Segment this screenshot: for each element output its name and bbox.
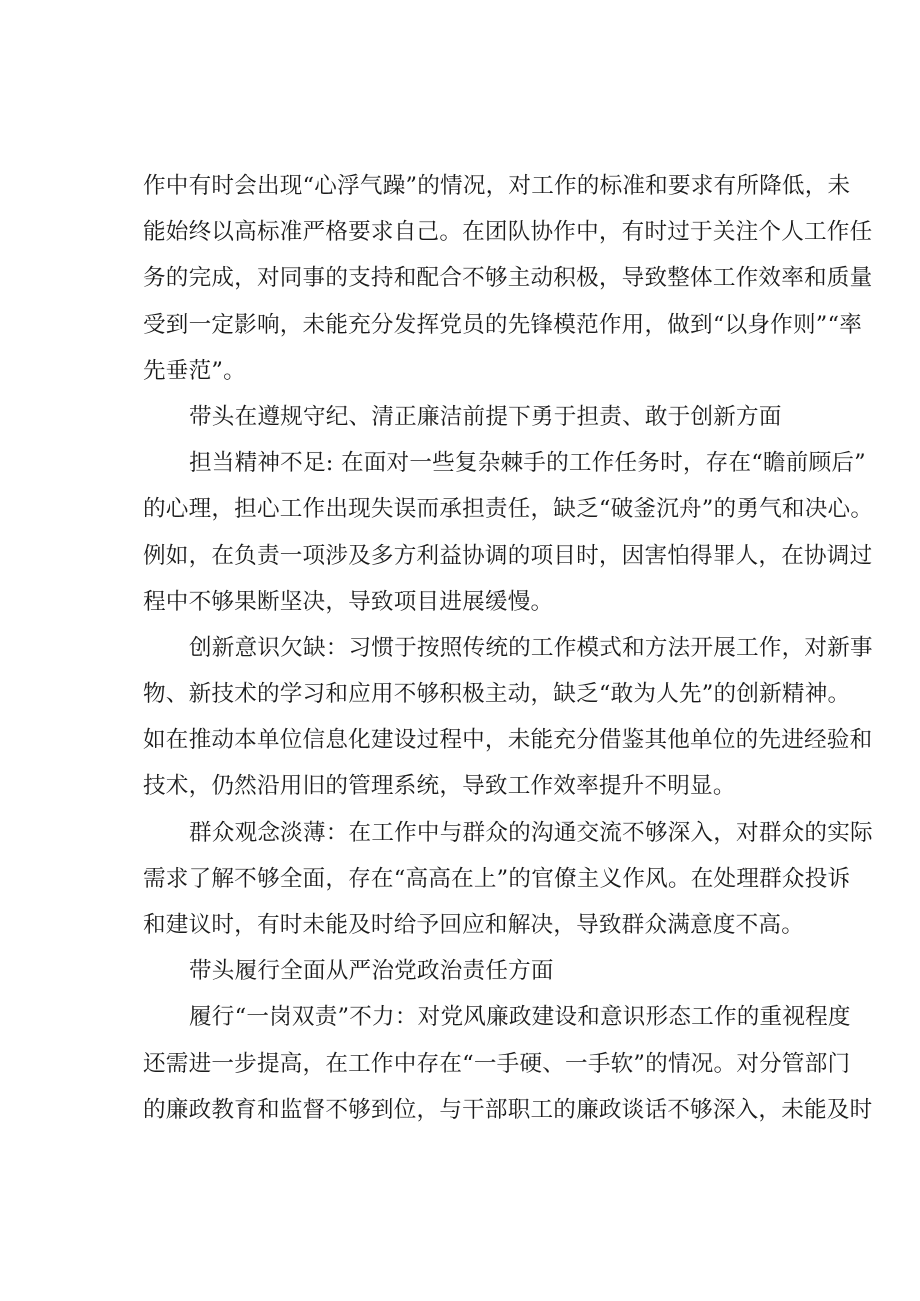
- paragraph-innovation: [143, 628, 873, 813]
- text-line: 例如，在负责一项涉及多方利益协调的项目时，因害怕得罪人，在协调过: [143, 542, 873, 569]
- text-line: 群众观念淡薄：在工作中与群众的沟通交流不够深入，对群众的实际: [189, 819, 873, 846]
- text-line: 和建议时，有时未能及时给予回应和解决，导致群众满意度不高。: [143, 912, 805, 938]
- heading-line: 带头履行全面从严治党政治责任方面: [189, 958, 554, 985]
- text-line: 作中有时会出现“心浮气躁”的情况，对工作的标准和要求有所降低，未: [143, 173, 851, 199]
- section-heading-party-governance: [143, 951, 813, 997]
- section-heading-discipline-innovation: [143, 397, 813, 443]
- text-line: 如在推动本单位信息化建设过程中，未能充分借鉴其他单位的先进经验和: [143, 727, 873, 754]
- text-line: 履行“一岗双责”不力：对党风廉政建设和意识形态工作的重视程度: [189, 1004, 851, 1031]
- paragraph-dual-responsibility: [143, 997, 873, 1136]
- heading-line: 带头在遵规守纪、清正廉洁前提下勇于担责、敢于创新方面: [189, 403, 782, 430]
- paragraph-responsibility: [143, 443, 874, 628]
- text-line: 先垂范”。: [143, 357, 246, 384]
- text-line: 受到一定影响，未能充分发挥党员的先锋模范作用，做到“以身作则”“率: [143, 311, 863, 338]
- text-line: 技术，仍然沿用旧的管理系统，导致工作效率提升不明显。: [143, 773, 736, 800]
- text-line: 的廉政教育和监督不够到位，与干部职工的廉政谈话不够深入，未能及时: [143, 1096, 873, 1123]
- text-line: 程中不够果断坚决，导致项目进展缓慢。: [143, 588, 554, 615]
- text-line: 务的完成，对同事的支持和配合不够主动积极，导致整体工作效率和质量: [143, 265, 873, 292]
- paragraph-mass-awareness: [143, 813, 873, 952]
- text-line: 还需进一步提高，在工作中存在“一手硬、一手软”的情况。对分管部门: [143, 1050, 851, 1077]
- paragraph-continuation: [143, 166, 873, 397]
- text-line: 能始终以高标准严格要求自己。在团队协作中，有时过于关注个人工作任: [143, 219, 873, 246]
- text-line: 的心理，担心工作出现失误而承担责任，缺乏“破釜沉舟”的勇气和决心。: [143, 496, 874, 523]
- text-line: 担当精神不足: 在面对一些复杂棘手的工作任务时，存在“瞻前顾后”: [189, 450, 866, 477]
- text-line: 物、新技术的学习和应用不够积极主动，缺乏“敢为人先”的创新精神。: [143, 681, 851, 708]
- document-body: [143, 166, 874, 1136]
- text-line: 需求了解不够全面，存在“高高在上”的官僚主义作风。在处理群众投诉: [143, 865, 851, 892]
- text-line: 创新意识欠缺：习惯于按照传统的工作模式和方法开展工作，对新事: [189, 634, 873, 661]
